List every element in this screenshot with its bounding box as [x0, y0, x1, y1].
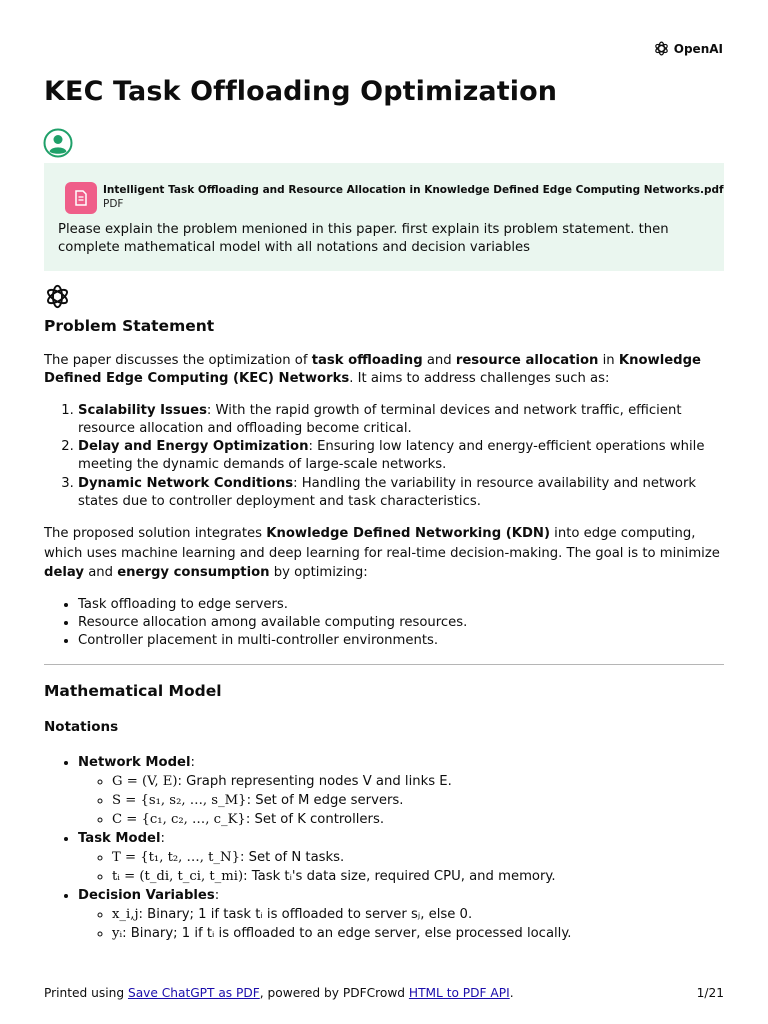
math-expression: x_i,j [112, 906, 139, 922]
math-expression: tᵢ = (t_di, t_ci, t_mi) [112, 868, 244, 884]
item-text: : Ensuring low latency and energy-efficient operations while meeting the dynamic demands of large-scale networks. [78, 439, 705, 473]
footer-text: . [509, 986, 514, 1000]
math-expression: yᵢ [112, 925, 123, 941]
page-number: 1/21 [696, 986, 724, 1000]
solution-text: by optimizing: [269, 565, 368, 581]
list-item [78, 402, 724, 439]
solution-text: and [84, 565, 118, 581]
intro-text: and [422, 353, 456, 368]
list-item [78, 475, 724, 512]
list-item: • Task offloading to edge servers. [78, 596, 724, 614]
openai-icon [653, 40, 670, 57]
openai-logo [653, 40, 723, 57]
item-text: : With the rapid growth of terminal devices and network traffic, efficient resource allocation and offloading become critical. [78, 402, 682, 436]
notations-list [44, 753, 724, 943]
list-item: • Controller placement in multi-controller environments. [78, 632, 724, 650]
item-text: : Binary; 1 if tᵢ is offloaded to an edge server, else processed locally. [122, 925, 572, 941]
item-text: : Set of M edge servers. [246, 792, 404, 808]
solution-bold: delay [44, 565, 84, 581]
intro-text: in [598, 353, 619, 368]
document-icon [74, 190, 88, 206]
file-name[interactable]: Intelligent Task Offloading and Resource Allocation in Knowledge Defined Edge Computing Networks.pdf [103, 184, 724, 196]
item-text: : Handling the variability in resource availability and network states due to controller deployment and task characteristics. [78, 475, 697, 510]
list-item [112, 905, 724, 924]
notations-heading: Notations [44, 718, 119, 735]
intro-text: The paper discusses the optimization of [44, 353, 312, 368]
solution-text: into edge computing, which uses machine learning and deep learning for real-time decision-making. The goal is to minimize [44, 526, 720, 561]
task-model-label: Task Model [78, 830, 161, 846]
item-text: : Task tᵢ's data size, required CPU, and memory. [243, 868, 556, 884]
item-text: : Set of N tasks. [239, 849, 345, 865]
network-model-item: • Network Model: ◦ G = (V, E): Graph representing nodes V and links E. ◦ S = {s₁, s₂, …, s_M}: Set of M edge servers. ◦ C = {c₁, c₂, …, c_K}: Set of K controllers. [78, 753, 724, 829]
list-item [112, 867, 724, 886]
item-text: : Graph representing nodes V and links E. [177, 773, 452, 789]
task-model-sublist [78, 848, 724, 886]
math-expression: G = (V, E) [112, 773, 178, 789]
task-model-item: • Task Model: ◦ T = {t₁, t₂, …, t_N}: Set of N tasks. ◦ tᵢ = (t_di, t_ci, t_mi): Task tᵢ's data size, required CPU, and memory. [78, 829, 724, 886]
solution-bold: Knowledge Defined Networking (KDN) [266, 526, 550, 542]
network-model-label: Network Model [78, 754, 191, 770]
challenges-list [44, 402, 724, 512]
footer-text: , powered by PDFCrowd [259, 986, 409, 1000]
solution-bold: energy consumption [117, 565, 270, 581]
save-chatgpt-link[interactable]: Save ChatGPT as PDF [127, 986, 260, 1000]
intro-paragraph [44, 352, 724, 389]
list-item [112, 924, 724, 943]
math-expression: S = {s₁, s₂, …, s_M} [112, 792, 247, 808]
html-to-pdf-link[interactable]: HTML to PDF API [408, 986, 510, 1000]
solution-text: The proposed solution integrates [44, 526, 267, 542]
user-prompt [44, 163, 724, 271]
math-expression: T = {t₁, t₂, …, t_N} [112, 849, 240, 865]
decision-variables-sublist [78, 905, 724, 943]
optimizing-list [44, 596, 724, 651]
page-title: KEC Task Offloading Optimization [44, 76, 558, 107]
list-item [112, 810, 724, 829]
list-item [112, 791, 724, 810]
divider [44, 664, 724, 665]
decision-variables-label: Decision Variables [78, 887, 215, 903]
user-avatar-icon [43, 128, 73, 158]
footer-credit [44, 986, 514, 1000]
file-type: PDF [103, 198, 124, 210]
footer-text: Printed using [44, 986, 128, 1000]
list-item [78, 438, 724, 475]
item-text: : Set of K controllers. [245, 811, 385, 827]
item-title: Delay and Energy Optimization [78, 439, 309, 455]
item-title: Scalability Issues [78, 402, 207, 418]
intro-bold: task offloading [311, 353, 423, 368]
footer [44, 986, 724, 1000]
decision-variables-item: • Decision Variables: ◦ x_i,j: Binary; 1 if task tᵢ is offloaded to server sⱼ, else 0. ◦ yᵢ: Binary; 1 if tᵢ is offloaded to an edge server, else processed locally. [78, 886, 724, 943]
list-item [112, 772, 724, 791]
intro-bold: Knowledge Defined Edge Computing (KEC) Networks [44, 353, 701, 387]
assistant-response [44, 316, 724, 943]
network-model-sublist [78, 772, 724, 829]
intro-text: . It aims to address challenges such as: [349, 371, 610, 387]
list-item: • Resource allocation among available computing resources. [78, 614, 724, 632]
intro-bold: resource allocation [455, 353, 599, 368]
chatgpt-avatar-icon [44, 283, 71, 310]
prompt-text: Please explain the problem menioned in this paper. first explain its problem statement. then complete mathematical model with all notations and decision variables [58, 222, 669, 255]
file-attachment-icon[interactable] [65, 182, 97, 214]
logo-text: OpenAI [673, 41, 723, 56]
mathematical-model-heading: Mathematical Model [44, 681, 222, 700]
list-item [112, 848, 724, 867]
item-text: : Binary; 1 if task tᵢ is offloaded to server sⱼ, else 0. [138, 906, 473, 922]
problem-statement-heading: Problem Statement [44, 317, 215, 335]
math-expression: C = {c₁, c₂, …, c_K} [112, 811, 246, 827]
solution-paragraph [44, 524, 724, 583]
item-title: Dynamic Network Conditions [78, 475, 294, 491]
